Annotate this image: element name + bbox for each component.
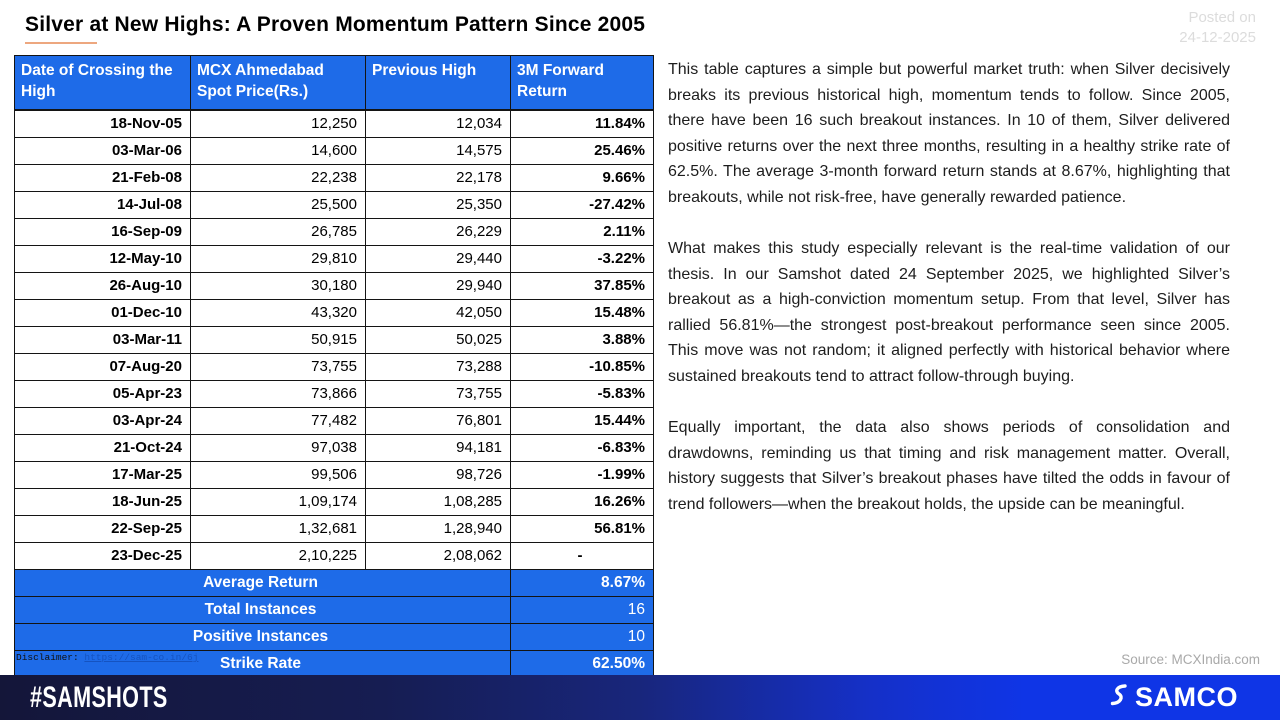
previous-high-cell: 14,575 xyxy=(366,137,511,164)
header-forward-return: 3M Forward Return xyxy=(511,56,654,110)
date-cell: 07-Aug-20 xyxy=(15,353,191,380)
paragraph-2: What makes this study especially relevant is the real-time validation of our thesis. In our Samshot dated 24 September 2025, we highlighted Silver’s breakout as a high-conviction momentum setup. From that level, Silver has rallied 56.81%—the strongest post-breakout performance seen since 2005. This move was not random; it aligned perfectly with historical behavior where sustained breakouts tend to attract follow-through buying. xyxy=(668,240,1230,385)
previous-high-cell: 94,181 xyxy=(366,434,511,461)
summary-row xyxy=(15,623,654,650)
previous-high-cell: 1,28,940 xyxy=(366,515,511,542)
date-cell: 03-Apr-24 xyxy=(15,407,191,434)
source-credit: Source: MCXIndia.com xyxy=(1121,652,1260,667)
summary-value: 16 xyxy=(511,596,654,623)
return-cell: 37.85% xyxy=(511,272,654,299)
summary-label: Average Return xyxy=(15,569,511,596)
return-cell: -10.85% xyxy=(511,353,654,380)
page-title: Silver at New Highs: A Proven Momentum Pattern Since 2005 xyxy=(25,13,646,36)
disclaimer xyxy=(16,652,198,663)
spot-price-cell: 73,866 xyxy=(191,380,366,407)
spot-price-cell: 29,810 xyxy=(191,245,366,272)
return-cell: 15.48% xyxy=(511,299,654,326)
return-cell: -3.22% xyxy=(511,245,654,272)
spot-price-cell: 22,238 xyxy=(191,164,366,191)
spot-price-cell: 99,506 xyxy=(191,461,366,488)
previous-high-cell: 2,08,062 xyxy=(366,542,511,569)
summary-label: Positive Instances xyxy=(15,623,511,650)
table-row xyxy=(15,299,654,326)
table-row xyxy=(15,191,654,218)
table-row xyxy=(15,488,654,515)
return-cell: 9.66% xyxy=(511,164,654,191)
summary-row xyxy=(15,596,654,623)
table-header-row xyxy=(15,56,654,110)
previous-high-cell: 50,025 xyxy=(366,326,511,353)
header-previous-high: Previous High xyxy=(366,56,511,110)
table-row xyxy=(15,110,654,138)
date-cell: 03-Mar-11 xyxy=(15,326,191,353)
disclaimer-link[interactable]: https://sam-co.in/6j xyxy=(84,652,199,663)
date-cell: 21-Feb-08 xyxy=(15,164,191,191)
date-cell: 03-Mar-06 xyxy=(15,137,191,164)
table-row xyxy=(15,542,654,569)
breakout-table xyxy=(14,55,654,678)
article-text xyxy=(668,57,1230,543)
spot-price-cell: 30,180 xyxy=(191,272,366,299)
previous-high-cell: 22,178 xyxy=(366,164,511,191)
date-cell: 18-Jun-25 xyxy=(15,488,191,515)
return-cell: -5.83% xyxy=(511,380,654,407)
date-cell: 14-Jul-08 xyxy=(15,191,191,218)
spot-price-cell: 97,038 xyxy=(191,434,366,461)
date-cell: 17-Mar-25 xyxy=(15,461,191,488)
previous-high-cell: 98,726 xyxy=(366,461,511,488)
summary-value: 62.50% xyxy=(511,650,654,677)
date-cell: 22-Sep-25 xyxy=(15,515,191,542)
previous-high-cell: 42,050 xyxy=(366,299,511,326)
previous-high-cell: 29,440 xyxy=(366,245,511,272)
return-cell: -27.42% xyxy=(511,191,654,218)
table-row xyxy=(15,434,654,461)
return-cell: 11.84% xyxy=(511,110,654,138)
date-cell: 12-May-10 xyxy=(15,245,191,272)
header-spot-price: MCX Ahmedabad Spot Price(Rs.) xyxy=(191,56,366,110)
title-underline xyxy=(25,42,97,44)
return-cell: 3.88% xyxy=(511,326,654,353)
previous-high-cell: 25,350 xyxy=(366,191,511,218)
footer-bar xyxy=(0,675,1280,720)
breakout-table-container xyxy=(14,55,653,678)
date-cell: 26-Aug-10 xyxy=(15,272,191,299)
return-cell: 25.46% xyxy=(511,137,654,164)
summary-label: Total Instances xyxy=(15,596,511,623)
samco-logo xyxy=(1107,682,1238,713)
previous-high-cell: 73,755 xyxy=(366,380,511,407)
date-cell: 18-Nov-05 xyxy=(15,110,191,138)
paragraph-3: Equally important, the data also shows periods of consolidation and drawdowns, reminding us that timing and risk management matter. Overall, history suggests that Silver’s breakout phases have tilted the odds in favour of trend followers—when the breakout holds, the upside can be meaningful. xyxy=(668,419,1230,513)
previous-high-cell: 1,08,285 xyxy=(366,488,511,515)
samco-logo-icon xyxy=(1107,683,1131,712)
spot-price-cell: 25,500 xyxy=(191,191,366,218)
samshots-hashtag: #SAMSHOTS xyxy=(30,680,168,714)
summary-value: 10 xyxy=(511,623,654,650)
date-cell: 05-Apr-23 xyxy=(15,380,191,407)
date-cell: 21-Oct-24 xyxy=(15,434,191,461)
previous-high-cell: 76,801 xyxy=(366,407,511,434)
previous-high-cell: 12,034 xyxy=(366,110,511,138)
previous-high-cell: 73,288 xyxy=(366,353,511,380)
table-body xyxy=(15,110,654,678)
spot-price-cell: 2,10,225 xyxy=(191,542,366,569)
spot-price-cell: 73,755 xyxy=(191,353,366,380)
previous-high-cell: 26,229 xyxy=(366,218,511,245)
return-cell: - xyxy=(511,542,654,569)
return-cell: 56.81% xyxy=(511,515,654,542)
previous-high-cell: 29,940 xyxy=(366,272,511,299)
spot-price-cell: 77,482 xyxy=(191,407,366,434)
table-row xyxy=(15,515,654,542)
table-row xyxy=(15,164,654,191)
table-row xyxy=(15,380,654,407)
table-row xyxy=(15,218,654,245)
return-cell: 16.26% xyxy=(511,488,654,515)
posted-on-date: 24-12-2025 xyxy=(1179,29,1256,46)
return-cell: 15.44% xyxy=(511,407,654,434)
posted-on-label: Posted on xyxy=(1188,9,1256,26)
spot-price-cell: 26,785 xyxy=(191,218,366,245)
posted-on-block xyxy=(1179,8,1256,48)
summary-value: 8.67% xyxy=(511,569,654,596)
date-cell: 16-Sep-09 xyxy=(15,218,191,245)
samco-wordmark: SAMCO xyxy=(1135,682,1238,712)
spot-price-cell: 1,32,681 xyxy=(191,515,366,542)
return-cell: -6.83% xyxy=(511,434,654,461)
spot-price-cell: 1,09,174 xyxy=(191,488,366,515)
date-cell: 01-Dec-10 xyxy=(15,299,191,326)
table-row xyxy=(15,137,654,164)
spot-price-cell: 43,320 xyxy=(191,299,366,326)
date-cell: 23-Dec-25 xyxy=(15,542,191,569)
table-row xyxy=(15,407,654,434)
table-row xyxy=(15,353,654,380)
table-row xyxy=(15,245,654,272)
summary-row xyxy=(15,569,654,596)
return-cell: -1.99% xyxy=(511,461,654,488)
spot-price-cell: 50,915 xyxy=(191,326,366,353)
spot-price-cell: 14,600 xyxy=(191,137,366,164)
spot-price-cell: 12,250 xyxy=(191,110,366,138)
header-date: Date of Crossing the High xyxy=(15,56,191,110)
table-row xyxy=(15,272,654,299)
table-row xyxy=(15,461,654,488)
disclaimer-label: Disclaimer: xyxy=(16,652,79,663)
paragraph-1: This table captures a simple but powerful market truth: when Silver decisively breaks its previous historical high, momentum tends to follow. Since 2005, there have been 16 such breakout instances. In 10 of them, Silver delivered positive returns over the next three months, resulting in a healthy strike rate of 62.5%. The average 3-month forward return stands at 8.67%, highlighting that breakouts, while not risk-free, have generally rewarded patience. xyxy=(668,61,1230,206)
table-row xyxy=(15,326,654,353)
return-cell: 2.11% xyxy=(511,218,654,245)
summary-label: Strike Rate xyxy=(15,650,511,677)
